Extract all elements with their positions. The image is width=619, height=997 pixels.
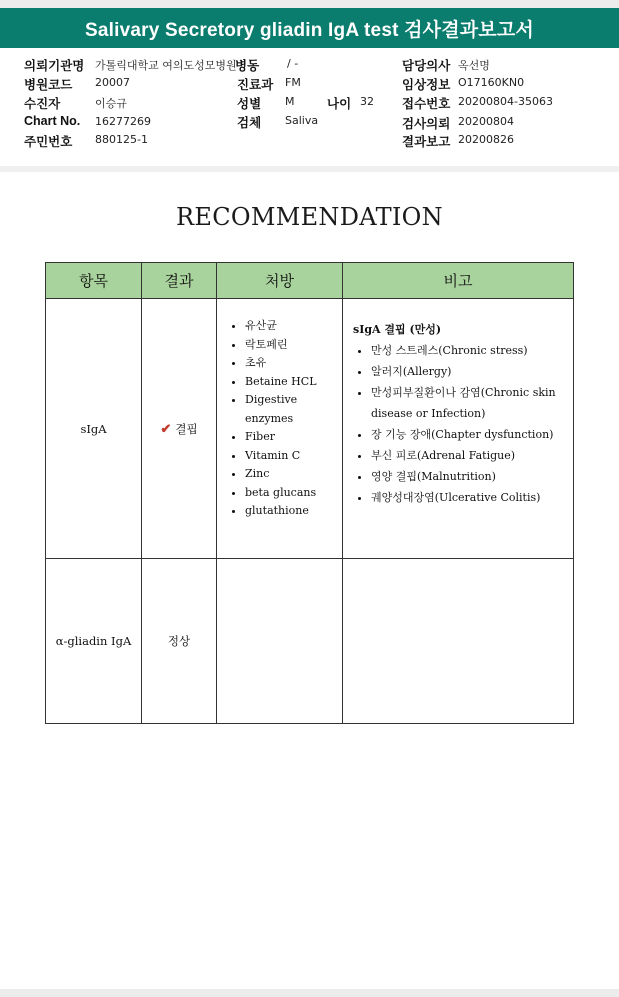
sex-label: 성별 bbox=[237, 97, 262, 111]
remarks-title: sIgA 결핍 (만성) bbox=[353, 323, 442, 336]
table-header-row bbox=[46, 263, 574, 299]
list-item: • Betaine HCL bbox=[245, 373, 342, 392]
patient-label: 수진자 bbox=[24, 97, 61, 111]
list-item: • 장 기능 장애(Chapter dysfunction) bbox=[371, 424, 567, 445]
bottom-strip bbox=[0, 989, 619, 997]
table-row bbox=[46, 299, 574, 559]
institution-value: 가톨릭대학교 여의도성모병원 bbox=[95, 59, 237, 72]
chart-no-value: 16277269 bbox=[95, 115, 151, 128]
remarks-cell bbox=[343, 299, 574, 559]
institution-label: 의뢰기관명 bbox=[24, 59, 85, 73]
list-item: • 만성 스트레스(Chronic stress) bbox=[371, 340, 567, 361]
age-label: 나이 bbox=[327, 97, 352, 111]
recommendation-title: RECOMMENDATION bbox=[176, 203, 443, 231]
remarks-cell bbox=[343, 559, 574, 724]
result-cell: 정상 bbox=[142, 559, 217, 724]
result-cell bbox=[142, 299, 217, 559]
specimen-value: Saliva bbox=[285, 114, 319, 127]
item-cell: α-gliadin IgA bbox=[46, 559, 142, 724]
top-strip bbox=[0, 0, 619, 8]
item-cell: sIgA bbox=[46, 299, 142, 559]
list-item: • glutathione bbox=[245, 502, 342, 521]
list-item: • Digestive enzymes bbox=[245, 391, 342, 428]
list-item: • Vitamin C bbox=[245, 447, 342, 466]
report-title: Salivary Secretory gliadin IgA test 검사결과보고서 bbox=[0, 8, 619, 48]
hospital-code-label: 병원코드 bbox=[24, 78, 73, 92]
clinical-info-value: O17160KN0 bbox=[458, 76, 525, 89]
header-remarks: 비고 bbox=[343, 263, 574, 299]
prescription-list bbox=[217, 317, 342, 521]
remarks-list bbox=[353, 340, 567, 508]
prescription-cell bbox=[217, 559, 343, 724]
list-item: • Zinc bbox=[245, 465, 342, 484]
patient-value: 이승규 bbox=[95, 97, 127, 110]
table-row bbox=[46, 559, 574, 724]
section-divider bbox=[0, 166, 619, 172]
prescription-cell bbox=[217, 299, 343, 559]
receipt-no-label: 접수번호 bbox=[402, 97, 451, 111]
list-item: • 초유 bbox=[245, 354, 342, 373]
header-prescription: 처방 bbox=[217, 263, 343, 299]
sex-value: M bbox=[285, 95, 295, 108]
doctor-label: 담당의사 bbox=[402, 59, 451, 73]
test-request-value: 20200804 bbox=[458, 115, 514, 128]
hospital-code-value: 20007 bbox=[95, 76, 130, 89]
list-item: • 알러지(Allergy) bbox=[371, 361, 567, 382]
result-report-label: 결과보고 bbox=[402, 135, 451, 149]
test-request-label: 검사의뢰 bbox=[402, 117, 451, 131]
ward-value: / - bbox=[287, 57, 299, 70]
list-item: • 유산균 bbox=[245, 317, 342, 336]
list-item: • 락토페린 bbox=[245, 336, 342, 355]
list-item: • 부신 피로(Adrenal Fatigue) bbox=[371, 445, 567, 466]
dept-label: 진료과 bbox=[237, 78, 274, 92]
check-icon: ✔ bbox=[160, 421, 172, 437]
header-result: 결과 bbox=[142, 263, 217, 299]
recommendation-table bbox=[45, 262, 574, 724]
chart-no-label: Chart No. bbox=[24, 114, 81, 128]
result-report-value: 20200826 bbox=[458, 133, 514, 146]
list-item: • 궤양성대장염(Ulcerative Colitis) bbox=[371, 487, 567, 508]
list-item: • 영양 결핍(Malnutrition) bbox=[371, 466, 567, 487]
resident-id-label: 주민번호 bbox=[24, 135, 73, 149]
age-value: 32 bbox=[360, 95, 374, 108]
patient-info-panel bbox=[0, 48, 619, 167]
header-item: 항목 bbox=[46, 263, 142, 299]
list-item: • beta glucans bbox=[245, 484, 342, 503]
doctor-value: 옥선명 bbox=[458, 59, 490, 72]
result-text: 결핍 bbox=[175, 421, 198, 436]
clinical-info-label: 임상정보 bbox=[402, 78, 451, 92]
list-item: • Fiber bbox=[245, 428, 342, 447]
dept-value: FM bbox=[285, 76, 301, 89]
receipt-no-value: 20200804-35063 bbox=[458, 95, 553, 108]
ward-label: 병동 bbox=[235, 59, 260, 73]
list-item: • 만성피부질환이나 감염(Chronic skin disease or Infection) bbox=[371, 382, 567, 424]
resident-id-value: 880125-1 bbox=[95, 133, 148, 146]
specimen-label: 검체 bbox=[237, 116, 262, 130]
